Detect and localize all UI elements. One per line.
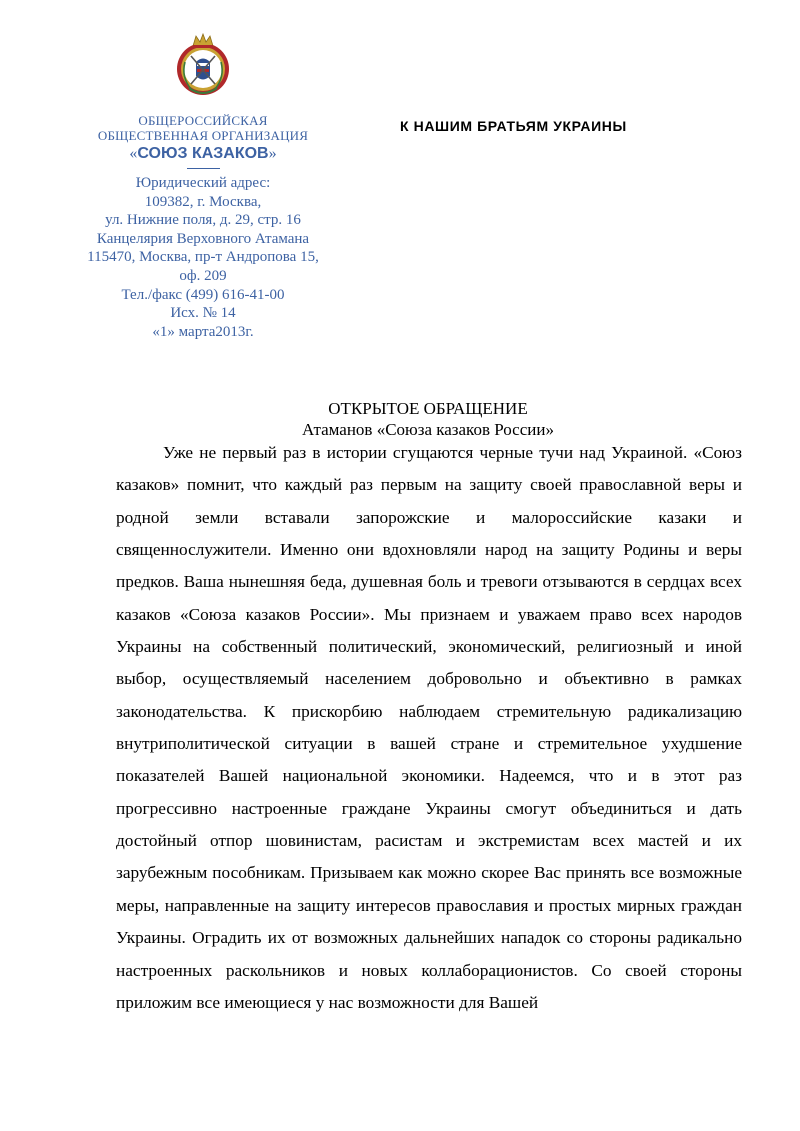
addressee-heading: К НАШИМ БРАТЬЯМ УКРАИНЫ — [400, 118, 627, 134]
letterhead — [62, 113, 344, 341]
org-name-text: СОЮЗ КАЗАКОВ — [137, 145, 269, 162]
phone-line: Тел./факс (499) 616-41-00 — [121, 286, 285, 303]
document-heading — [60, 399, 796, 440]
cossack-emblem-icon — [171, 32, 235, 104]
document-subtitle: Атаманов «Союза казаков России» — [302, 420, 554, 439]
emblem-logo — [171, 32, 235, 104]
letterhead-address — [62, 174, 344, 341]
address-line: 115470, Москва, пр-т Андропова 15, — [87, 249, 319, 266]
document-title: ОТКРЫТОЕ ОБРАЩЕНИЕ — [328, 399, 528, 418]
org-line-1: ОБЩЕРОССИЙСКАЯ — [138, 113, 268, 128]
org-name — [62, 144, 344, 164]
document-body-paragraph: Уже не первый раз в истории сгущаются черные тучи над Украиной. «Союз казаков» помнит, что каждый раз первым на защиту своей православной веры и родной земли вставали запорожские и малороссийские казаки и священнослужители. Именно они вдохновляли народ на защиту Родины и веры предков. Ваша нынешняя беда, душевная боль и тревоги отзываются в сердцах всех казаков «Союза казаков России». Мы признаем и уважаем право всех народов Украины на собственный политический, экономический, религиозный и иной выбор, осуществляемый населением добровольно и объективно в рамках законодательства. К прискорбию наблюдаем стремительную радикализацию внутриполитической ситуации в вашей стране и стремительное ухудшение показателей Вашей национальной экономики. Надеемся, что и в этот раз прогрессивно настроенные граждане Украины смогут объединиться и дать достойный отпор шовинистам, расистам и экстремистам всех мастей и их зарубежным пособникам. Призываем как можно скорее Вас принять все возможные меры, направленные на защиту интересов православия и простых мирных граждан Украины. Оградить их от возможных дальнейших нападок со стороны радикально настроенных раскольников и новых коллаборационистов. Со своей стороны приложим все имеющиеся у нас возможности для Вашей — [116, 443, 742, 1012]
address-line: 109382, г. Москва, — [144, 193, 262, 210]
org-name-quote-open: « — [129, 145, 138, 162]
address-line: ул. Нижние поля, д. 29, стр. 16 — [105, 212, 301, 229]
address-line: Юридический адрес: — [135, 175, 271, 191]
address-line: Канцелярия Верховного Атамана — [96, 230, 310, 247]
address-line: оф. 209 — [179, 267, 227, 284]
letterhead-divider — [187, 168, 220, 169]
org-line-2: ОБЩЕСТВЕННАЯ ОРГАНИЗАЦИЯ — [97, 128, 309, 143]
org-name-quote-close: » — [268, 145, 277, 162]
outgoing-number: Исх. № 14 — [170, 305, 236, 322]
letter-date: «1» марта2013г. — [152, 323, 254, 340]
